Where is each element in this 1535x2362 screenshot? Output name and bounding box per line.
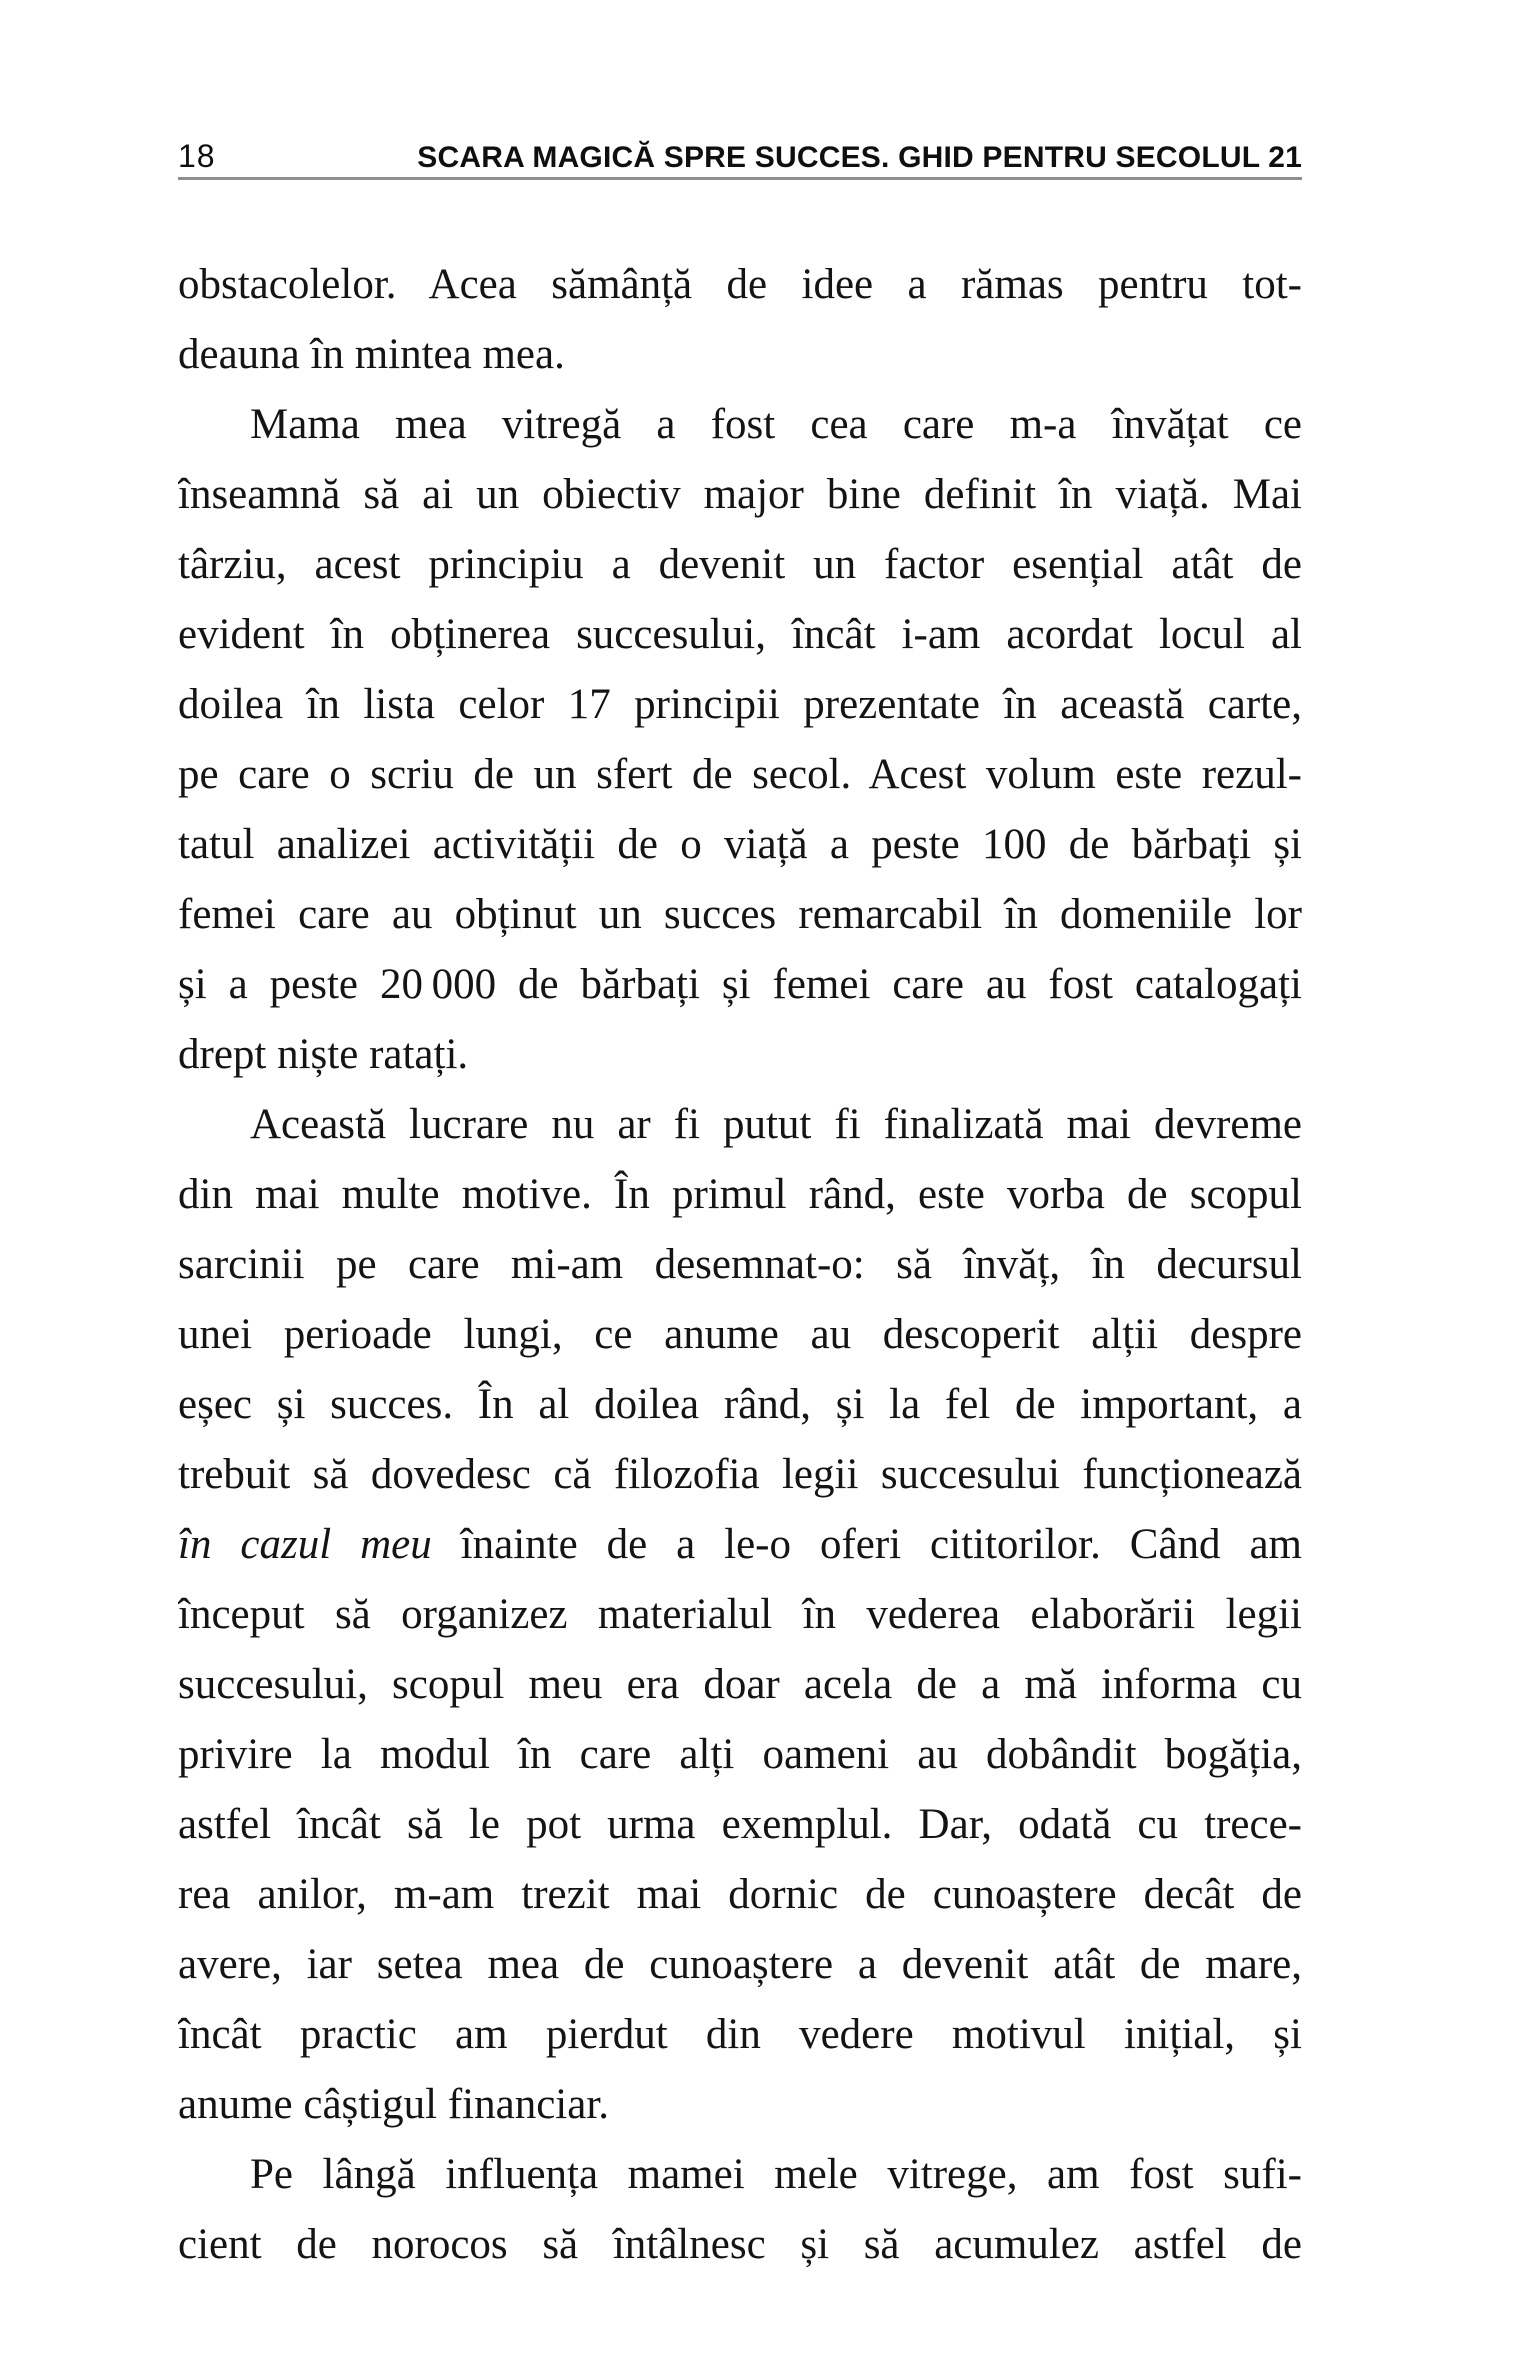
text-line [178, 1580, 1302, 1650]
text-segment: doilea în lista celor 17 principii prezentate în această carte, [178, 681, 1302, 728]
text-line [178, 1860, 1302, 1930]
text-line [178, 1090, 1302, 1160]
text-line [178, 600, 1302, 670]
text-segment: târziu, acest principiu a devenit un factor esențial atât de [178, 541, 1302, 588]
text-line [178, 810, 1302, 880]
text-line [178, 1230, 1302, 1300]
text-line [178, 1160, 1302, 1230]
text-line [178, 1790, 1302, 1860]
text-segment: înainte de a le-o oferi cititorilor. Când am [431, 1521, 1302, 1568]
text-segment: astfel încât să le pot urma exemplul. Dar, odată cu trece- [178, 1801, 1302, 1848]
text-line [178, 320, 1302, 390]
text-segment: încât practic am pierdut din vedere motivul inițial, și [178, 2011, 1302, 2058]
text-segment: Pe lângă influența mamei mele vitrege, am fost sufi- [250, 2151, 1302, 2198]
text-line [178, 390, 1302, 460]
text-line [178, 1720, 1302, 1790]
page-header [178, 138, 1302, 176]
page-body [178, 250, 1302, 2280]
page-number: 18 [178, 138, 216, 174]
text-line [178, 1510, 1302, 1580]
text-segment: rea anilor, m-am trezit mai dornic de cunoaștere decât de [178, 1871, 1302, 1918]
text-line [178, 880, 1302, 950]
text-line [178, 1020, 1302, 1090]
text-line [178, 1650, 1302, 1720]
text-line [178, 1440, 1302, 1510]
text-segment: avere, iar setea mea de cunoaștere a devenit atât de mare, [178, 1941, 1302, 1988]
text-segment: femei care au obținut un succes remarcabil în domeniile lor [178, 891, 1302, 938]
text-line [178, 460, 1302, 530]
text-segment: obstacolelor. Acea sămânță de idee a rămas pentru tot- [178, 261, 1302, 308]
text-segment: început să organizez materialul în vederea elaborării legii [178, 1591, 1302, 1638]
text-line [178, 1300, 1302, 1370]
text-segment: deauna în mintea mea. [178, 331, 565, 378]
text-segment: pe care o scriu de un sfert de secol. Acest volum este rezul- [178, 751, 1302, 798]
text-segment: Mama mea vitregă a fost cea care m-a învățat ce [250, 401, 1302, 448]
text-line [178, 530, 1302, 600]
header-rule [178, 177, 1302, 180]
text-segment: anume câștigul financiar. [178, 2081, 610, 2128]
text-line [178, 2140, 1302, 2210]
text-segment: privire la modul în care alți oameni au dobândit bogăția, [178, 1731, 1302, 1778]
text-segment: Această lucrare nu ar fi putut fi finalizată mai devreme [250, 1101, 1302, 1148]
text-line [178, 250, 1302, 320]
text-segment: cient de norocos să întâlnesc și să acumulez astfel de [178, 2221, 1302, 2268]
text-segment: eșec și succes. În al doilea rând, și la fel de important, a [178, 1381, 1302, 1428]
text-segment: unei perioade lungi, ce anume au descoperit alții despre [178, 1311, 1302, 1358]
text-segment: sarcinii pe care mi-am desemnat-o: să învăț, în decursul [178, 1241, 1302, 1288]
text-line [178, 1930, 1302, 2000]
text-line [178, 2000, 1302, 2070]
text-line [178, 950, 1302, 1020]
text-segment: evident în obținerea succesului, încât i-am acordat locul al [178, 611, 1302, 658]
text-line [178, 2070, 1302, 2140]
running-title: SCARA MAGICĂ SPRE SUCCES. GHID PENTRU SECOLUL 21 [417, 141, 1302, 174]
text-segment: drept niște ratați. [178, 1031, 469, 1078]
text-segment: trebuit să dovedesc că filozofia legii succesului funcționează [178, 1451, 1302, 1498]
text-line [178, 1370, 1302, 1440]
italic-text-segment: în cazul meu [178, 1521, 432, 1568]
text-segment: tatul analizei activității de o viață a peste 100 de bărbați și [178, 821, 1302, 868]
text-line [178, 670, 1302, 740]
text-line [178, 2210, 1302, 2280]
text-segment: înseamnă să ai un obiectiv major bine definit în viață. Mai [178, 471, 1302, 518]
text-segment: succesului, scopul meu era doar acela de a mă informa cu [178, 1661, 1302, 1708]
text-segment: și a peste 20 000 de bărbați și femei care au fost catalogați [178, 961, 1302, 1008]
text-line [178, 740, 1302, 810]
text-segment: din mai multe motive. În primul rând, este vorba de scopul [178, 1171, 1302, 1218]
